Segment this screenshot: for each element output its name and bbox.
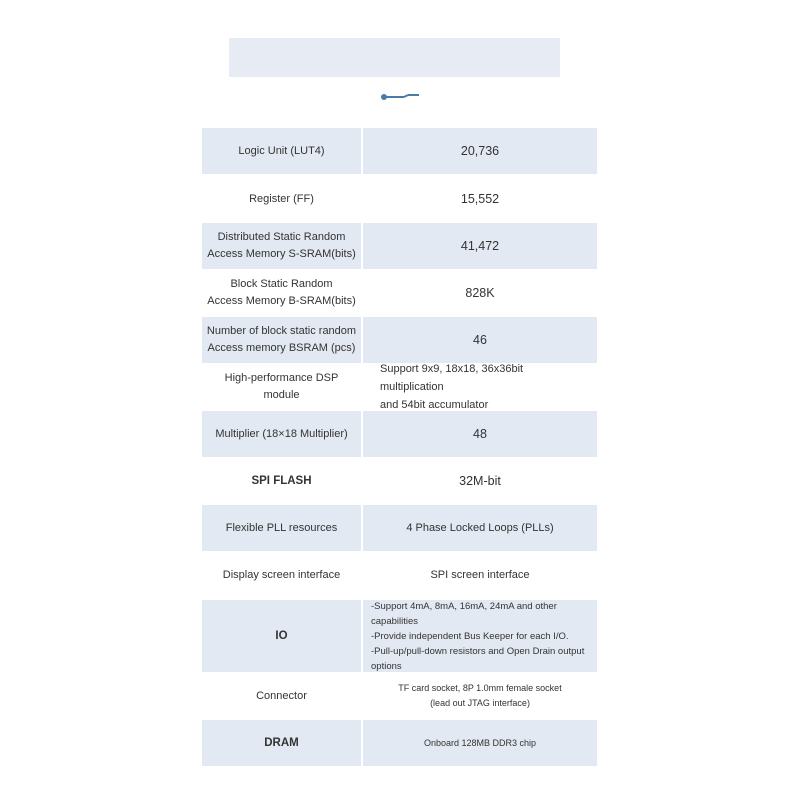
table-row [202, 364, 597, 410]
table-row [202, 600, 597, 672]
table-row [202, 720, 597, 766]
spec-value: 41,472 [363, 223, 597, 269]
spec-label: Distributed Static Random Access Memory S-SRAM(bits) [202, 223, 361, 269]
io-feature-list [367, 599, 593, 674]
header-banner [229, 38, 560, 77]
spec-label: SPI FLASH [251, 474, 312, 487]
spec-label: Flexible PLL resources [202, 505, 361, 551]
table-row [202, 552, 597, 598]
spec-value: 4 Phase Locked Loops (PLLs) [363, 505, 597, 551]
spec-label: High-performance DSP module [224, 372, 339, 401]
table-row [202, 223, 597, 269]
spec-label: Display screen interface [222, 568, 341, 581]
spec-label: DRAM [202, 720, 361, 766]
table-row [202, 176, 597, 222]
spec-label: Logic Unit (LUT4) [202, 128, 361, 174]
spec-table [202, 128, 597, 766]
table-row [202, 673, 597, 719]
list-item: -Pull-up/pull-down resistors and Open Drain output options [371, 645, 585, 672]
table-row [202, 128, 597, 174]
table-row [202, 317, 597, 363]
spec-label: Multiplier (18×18 Multiplier) [202, 411, 361, 457]
spec-value [363, 600, 597, 672]
table-row [202, 270, 597, 316]
spec-value: TF card socket, 8P 1.0mm female socket (lead out JTAG interface) [398, 683, 562, 708]
spec-value: 828K [465, 286, 495, 300]
spec-label: Register (FF) [249, 192, 314, 205]
spec-label: IO [202, 600, 361, 672]
spec-value: Onboard 128MB DDR3 chip [363, 720, 597, 766]
spec-value: 46 [363, 317, 597, 363]
table-row [202, 505, 597, 551]
table-row [202, 458, 597, 504]
spec-label: Block Static Random Access Memory B-SRAM(bits) [207, 278, 356, 307]
divider-decoration-icon [380, 92, 420, 102]
spec-value: 32M-bit [459, 474, 501, 488]
spec-value: SPI screen interface [430, 569, 530, 581]
list-item: -Support 4mA, 8mA, 16mA, 24mA and other capabilities [371, 600, 557, 627]
spec-label: Connector [256, 689, 307, 702]
list-item: -Provide independent Bus Keeper for each I/O. [371, 630, 569, 642]
spec-value: 15,552 [460, 192, 500, 206]
spec-value: Support 9x9, 18x18, 36x36bit multiplication and 54bit accumulator [380, 363, 524, 411]
spec-label: Number of block static random Access memory BSRAM (pcs) [202, 317, 361, 363]
table-row [202, 411, 597, 457]
spec-value: 20,736 [363, 128, 597, 174]
spec-value: 48 [363, 411, 597, 457]
